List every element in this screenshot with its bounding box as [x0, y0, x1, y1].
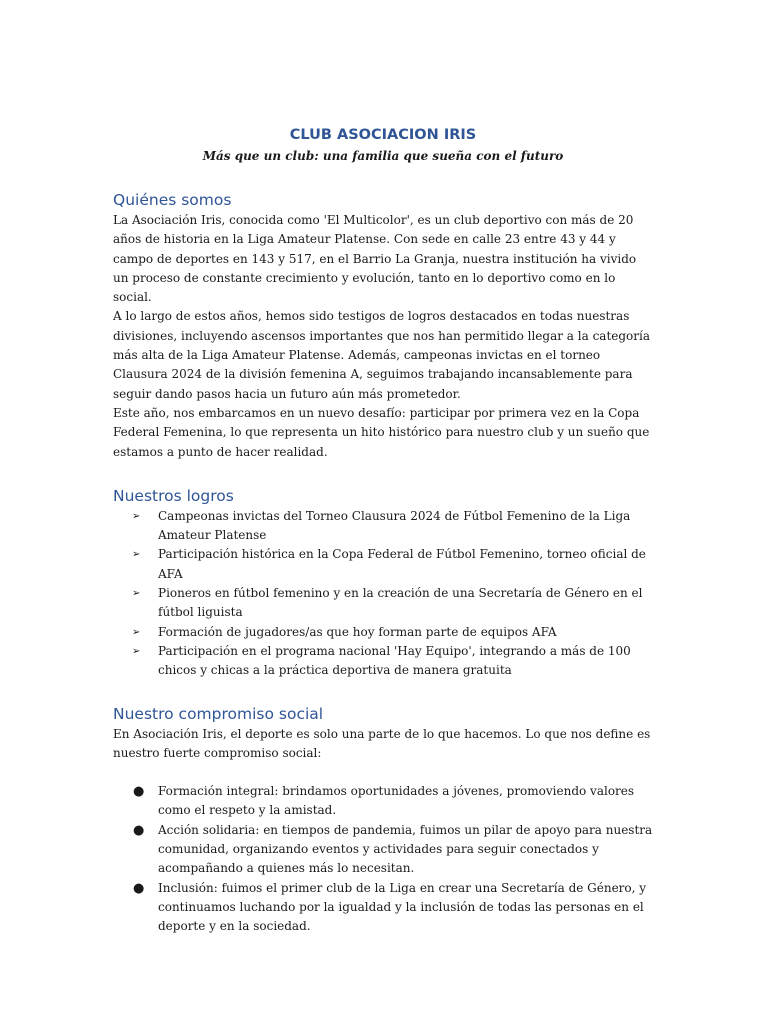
- list-item-text: Formación integral: brindamos oportunidades a jóvenes, promoviendo valores como el respeto y la amistad.: [158, 784, 635, 818]
- section-heading-quienes-somos: Quiénes somos: [113, 191, 232, 209]
- round-bullet-icon: ●: [133, 822, 145, 838]
- document-subtitle: Más que un club: una familia que sueña con el futuro: [202, 149, 564, 163]
- list-item-text: Participación histórica en la Copa Federal de Fútbol Femenino, torneo oficial de AFA: [158, 547, 646, 581]
- paragraph: A lo largo de estos años, hemos sido testigos de logros destacados en todas nuestras divisiones, incluyendo ascensos importantes que nos han permitido llegar a la categoría más alta de la Liga Amateur Platense. Además, campeonas invictas en el torneo Clausura 2024 de la división femenina A, seguimos trabajando incansablemente para seguir dando pasos hacia un futuro aún más prometedor.: [113, 309, 651, 401]
- achievements-list: [113, 507, 653, 681]
- list-item-text: Participación en el programa nacional 'Hay Equipo', integrando a más de 100 chicos y chicas a la práctica deportiva de manera gratuita: [158, 643, 631, 678]
- list-item: [113, 545, 653, 584]
- list-item-text: Inclusión: fuimos el primer club de la Liga en crear una Secretaría de Género, y continuamos luchando por la igualdad y la inclusión de todas las personas en el deporte y en la sociedad.: [158, 880, 647, 934]
- list-item: [113, 623, 653, 642]
- section-heading-compromiso-social: Nuestro compromiso social: [113, 704, 324, 723]
- social-commitment-list: [113, 782, 653, 936]
- list-item-text: Campeonas invictas del Torneo Clausura 2024 de Fútbol Femenino de la Liga Amateur Platense: [158, 508, 631, 543]
- list-item: [113, 642, 653, 681]
- list-item: [113, 782, 653, 821]
- arrowhead-bullet-icon: ➢: [132, 626, 141, 638]
- arrowhead-bullet-icon: ➢: [132, 510, 141, 522]
- list-item: [113, 879, 653, 937]
- document-title: CLUB ASOCIACION IRIS: [289, 127, 477, 143]
- list-item: [113, 821, 653, 879]
- paragraph: La Asociación Iris, conocida como 'El Multicolor', es un club deportivo con más de 20 años de historia en la Liga Amateur Platense. Con sede en calle 23 entre 43 y 44 y campo de deportes en 143 y 517, en el Barrio La Granja, nuestra institución ha vivido un proceso de constante crecimiento y evolución, tanto en lo deportivo como en lo social.: [113, 213, 637, 305]
- arrowhead-bullet-icon: ➢: [132, 645, 141, 657]
- list-item-text: Acción solidaria: en tiempos de pandemia, fuimos un pilar de apoyo para nuestra comunidad, organizando eventos y actividades para seguir conectados y acompañando a quienes más lo necesitan.: [158, 822, 653, 876]
- list-item-text: Formación de jugadores/as que hoy forman parte de equipos AFA: [158, 624, 557, 639]
- paragraph: Este año, nos embarcamos en un nuevo desafío: participar por primera vez en la Copa Federal Femenina, lo que representa un hito histórico para nuestro club y un sueño que estamos a punto de hacer realidad.: [113, 405, 650, 459]
- list-item: [113, 507, 653, 546]
- paragraph: En Asociación Iris, el deporte es solo una parte de lo que hacemos. Lo que nos define es nuestro fuerte compromiso social:: [113, 726, 651, 760]
- list-item: [113, 584, 653, 623]
- document-body: [113, 124, 653, 937]
- list-item-text: Pioneros en fútbol femenino y en la creación de una Secretaría de Género en el fútbol liguista: [158, 586, 643, 620]
- round-bullet-icon: ●: [133, 784, 145, 800]
- arrowhead-bullet-icon: ➢: [132, 588, 141, 600]
- arrowhead-bullet-icon: ➢: [132, 549, 141, 561]
- section-heading-nuestros-logros: Nuestros logros: [113, 486, 234, 505]
- round-bullet-icon: ●: [133, 880, 145, 896]
